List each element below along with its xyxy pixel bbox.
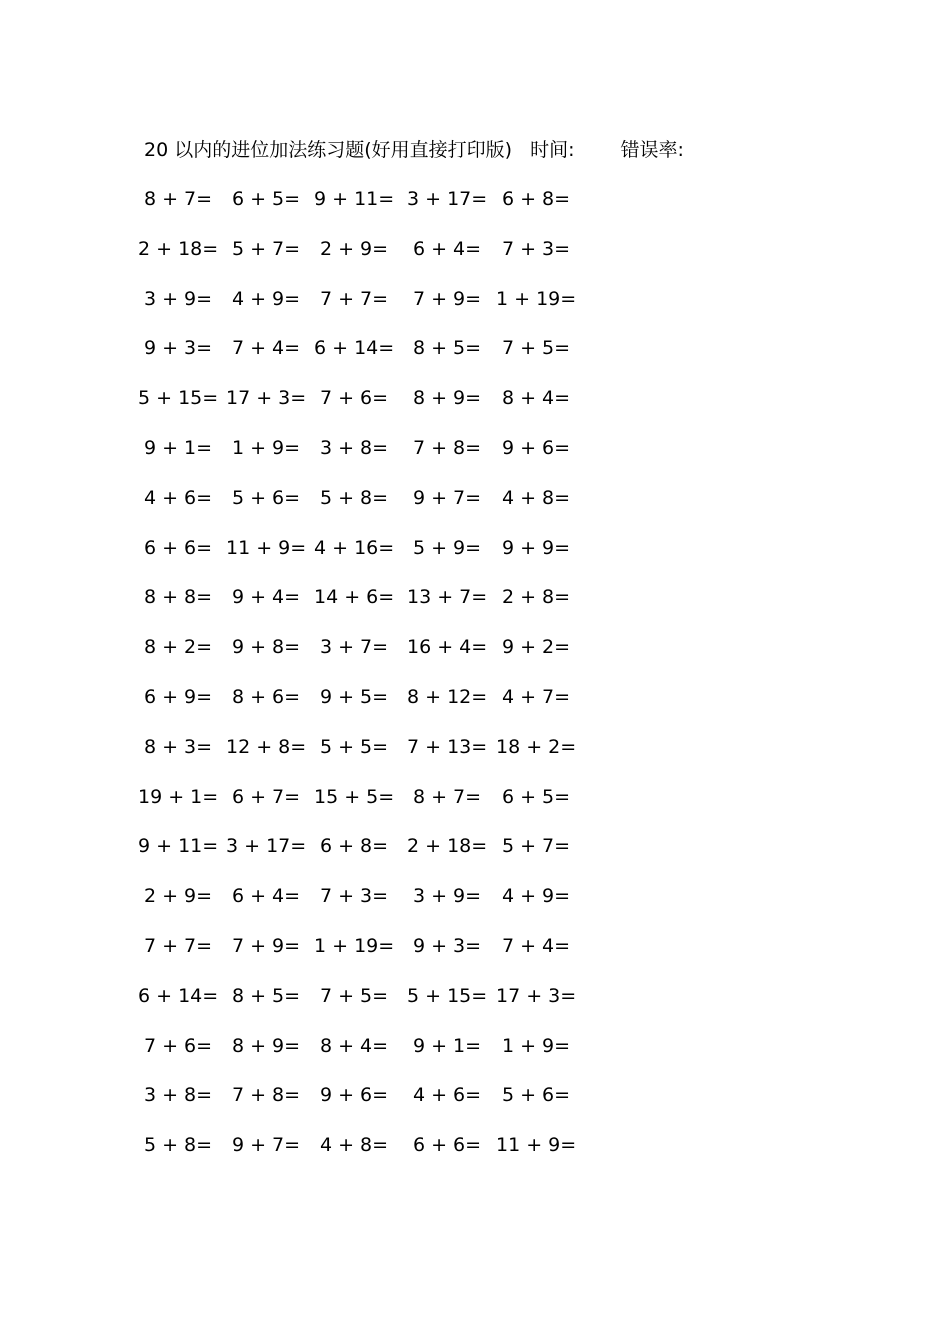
addition-problem: 7 + 8=	[412, 437, 482, 459]
addition-problem: 1 + 19=	[496, 287, 577, 310]
addition-problem: 4 + 8=	[319, 1134, 389, 1157]
addition-problem: 4 + 7=	[501, 686, 571, 708]
addition-problem: 6 + 8=	[501, 188, 571, 210]
addition-problem: 8 + 5=	[412, 337, 482, 360]
addition-problem: 19 + 1=	[138, 785, 219, 808]
addition-problem: 2 + 9=	[143, 885, 213, 908]
addition-problem: 5 + 5=	[319, 735, 389, 758]
addition-problem: 3 + 8=	[319, 437, 389, 459]
addition-problem: 7 + 8=	[231, 1084, 301, 1107]
addition-problem: 8 + 9=	[412, 387, 482, 410]
addition-problem: 17 + 3=	[226, 387, 307, 410]
addition-problem: 16 + 4=	[407, 636, 488, 659]
addition-problem: 9 + 2=	[501, 636, 571, 659]
addition-problem: 4 + 8=	[501, 486, 571, 509]
addition-problem: 4 + 9=	[501, 885, 571, 908]
addition-problem: 11 + 9=	[226, 536, 307, 559]
addition-problem: 7 + 5=	[501, 337, 571, 360]
addition-problem: 9 + 3=	[143, 337, 213, 360]
addition-problem: 7 + 3=	[501, 237, 571, 260]
addition-problem: 18 + 2=	[496, 735, 577, 758]
addition-problem: 1 + 9=	[231, 437, 301, 459]
addition-problem: 6 + 14=	[138, 984, 219, 1007]
addition-problem: 6 + 14=	[314, 337, 395, 360]
addition-problem: 9 + 9=	[501, 536, 571, 559]
addition-problem: 3 + 8=	[143, 1084, 213, 1107]
addition-problem: 8 + 7=	[143, 188, 213, 210]
addition-problem: 7 + 3=	[319, 885, 389, 908]
addition-problem: 5 + 7=	[501, 835, 571, 858]
addition-problem: 9 + 4=	[231, 586, 301, 609]
addition-problem: 7 + 7=	[319, 287, 389, 310]
addition-problem: 7 + 9=	[412, 287, 482, 310]
addition-problem: 5 + 8=	[319, 486, 389, 509]
addition-problem: 11 + 9=	[496, 1134, 577, 1157]
addition-problem: 4 + 6=	[412, 1084, 482, 1107]
addition-problem: 8 + 7=	[412, 785, 482, 808]
addition-problem: 7 + 6=	[319, 387, 389, 410]
error-rate-label: 错误率:	[620, 139, 684, 161]
addition-problem: 6 + 4=	[412, 237, 482, 260]
addition-problem: 4 + 16=	[314, 536, 395, 559]
addition-problem: 6 + 6=	[143, 536, 213, 559]
addition-problem: 8 + 4=	[319, 1034, 389, 1057]
addition-problem: 3 + 7=	[319, 636, 389, 659]
title-text: 20 以内的进位加法练习题(好用直接打印版)	[144, 139, 513, 161]
addition-problem: 8 + 5=	[231, 984, 301, 1007]
addition-problem: 5 + 6=	[231, 486, 301, 509]
addition-problem: 5 + 6=	[501, 1084, 571, 1107]
addition-problem: 9 + 3=	[412, 935, 482, 957]
addition-problem: 2 + 18=	[407, 835, 488, 858]
addition-problem: 8 + 12=	[407, 686, 488, 708]
addition-problem: 8 + 9=	[231, 1034, 301, 1057]
addition-problem: 9 + 7=	[231, 1134, 301, 1157]
addition-problem: 6 + 5=	[501, 785, 571, 808]
addition-problem: 9 + 8=	[231, 636, 301, 659]
addition-problem: 2 + 8=	[501, 586, 571, 609]
addition-problem: 3 + 9=	[143, 287, 213, 310]
addition-problem: 9 + 1=	[412, 1034, 482, 1057]
addition-problem: 9 + 11=	[138, 835, 219, 858]
addition-problem: 7 + 5=	[319, 984, 389, 1007]
worksheet-title	[144, 138, 684, 162]
addition-problem: 6 + 5=	[231, 188, 301, 210]
addition-problem: 5 + 15=	[407, 984, 488, 1007]
addition-problem: 8 + 4=	[501, 387, 571, 410]
addition-problem: 3 + 17=	[407, 188, 488, 210]
time-label: 时间:	[530, 139, 575, 161]
addition-problem: 7 + 13=	[407, 735, 488, 758]
addition-problem: 5 + 8=	[143, 1134, 213, 1157]
addition-problem: 8 + 3=	[143, 735, 213, 758]
addition-problem: 6 + 4=	[231, 885, 301, 908]
addition-problem: 1 + 9=	[501, 1034, 571, 1057]
addition-problem: 5 + 15=	[138, 387, 219, 410]
addition-problem: 6 + 6=	[412, 1134, 482, 1157]
addition-problem: 9 + 7=	[412, 486, 482, 509]
addition-problem: 9 + 1=	[143, 437, 213, 459]
addition-problem: 3 + 9=	[412, 885, 482, 908]
addition-problem: 9 + 5=	[319, 686, 389, 708]
addition-problem: 7 + 9=	[231, 935, 301, 957]
addition-problem: 6 + 7=	[231, 785, 301, 808]
addition-problem: 3 + 17=	[226, 835, 307, 858]
addition-problem: 6 + 9=	[143, 686, 213, 708]
addition-problem: 6 + 8=	[319, 835, 389, 858]
addition-problem: 8 + 2=	[143, 636, 213, 659]
addition-problem: 15 + 5=	[314, 785, 395, 808]
addition-problem: 8 + 6=	[231, 686, 301, 708]
addition-problem: 5 + 7=	[231, 237, 301, 260]
addition-problem: 2 + 9=	[319, 237, 389, 260]
addition-problem: 4 + 9=	[231, 287, 301, 310]
addition-problem: 7 + 7=	[143, 935, 213, 957]
addition-problem: 17 + 3=	[496, 984, 577, 1007]
addition-problem: 14 + 6=	[314, 586, 395, 609]
addition-problem: 1 + 19=	[314, 935, 395, 957]
addition-problem: 8 + 8=	[143, 586, 213, 609]
addition-problem: 2 + 18=	[138, 237, 219, 260]
addition-problem: 9 + 6=	[319, 1084, 389, 1107]
addition-problem: 4 + 6=	[143, 486, 213, 509]
addition-problem: 12 + 8=	[226, 735, 307, 758]
addition-problem: 5 + 9=	[412, 536, 482, 559]
addition-problem: 7 + 4=	[501, 935, 571, 957]
addition-problem: 7 + 6=	[143, 1034, 213, 1057]
addition-problem: 13 + 7=	[407, 586, 488, 609]
addition-problem: 9 + 11=	[314, 188, 395, 210]
addition-problem: 7 + 4=	[231, 337, 301, 360]
addition-problem: 9 + 6=	[501, 437, 571, 459]
